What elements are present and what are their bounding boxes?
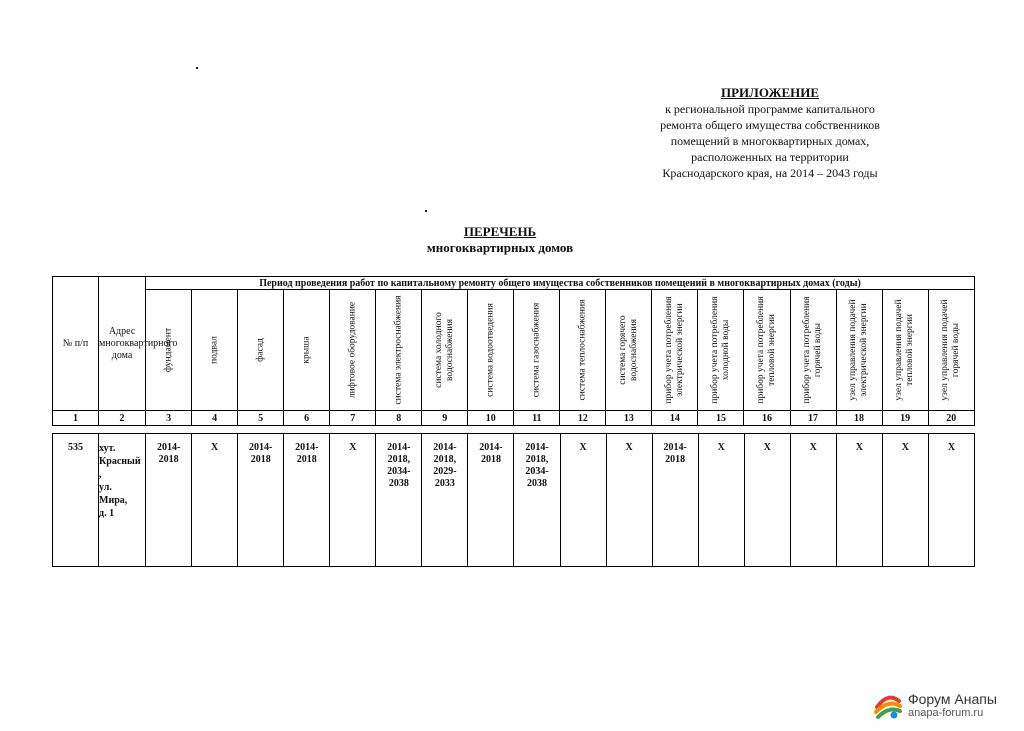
value-line: Х	[947, 442, 956, 453]
value-line: Х	[579, 442, 587, 453]
column-header-label: узел управления подачей электрической энергии	[848, 299, 870, 401]
address-line: Мира,	[99, 495, 128, 506]
column-number: 4	[192, 411, 238, 426]
value-line: 2018,	[433, 454, 457, 465]
value-line: 2018,	[387, 454, 411, 465]
column-header	[882, 290, 928, 411]
column-header	[422, 290, 468, 411]
column-header	[192, 290, 238, 411]
column-number: 19	[882, 411, 928, 426]
row-number: 535	[53, 434, 99, 567]
column-number: 20	[928, 411, 974, 426]
value-cell	[192, 434, 238, 567]
column-header-label: система теплоснабжения	[577, 299, 588, 401]
value-line: 2034-	[387, 466, 411, 477]
watermark-name: Форум Анапы	[908, 691, 997, 707]
appendix-line: Краснодарского края, на 2014 – 2043 годы	[662, 166, 878, 180]
appendix-title: ПРИЛОЖЕНИЕ	[720, 85, 820, 100]
column-header	[330, 290, 376, 411]
value-line: 2018	[665, 454, 686, 465]
column-number: 5	[238, 411, 284, 426]
value-cell	[376, 434, 422, 567]
value-cell	[238, 434, 284, 567]
value-cell	[606, 434, 652, 567]
column-header-label: система электроснабжения	[393, 295, 404, 405]
table-row	[53, 434, 975, 567]
value-line: 2014-	[249, 442, 273, 453]
document-title: ПЕРЕЧЕНЬ	[463, 224, 537, 239]
column-header-label: система газоснабжения	[531, 302, 542, 398]
appendix-line: ремонта общего имущества собственников	[660, 118, 880, 132]
column-number: 18	[836, 411, 882, 426]
value-cell	[330, 434, 376, 567]
period-header: Период проведения работ по капитальному ремонту общего имущества собственников помещений в многоквартирных домах (годы)	[146, 277, 975, 290]
column-header	[376, 290, 422, 411]
value-line: 2014-	[525, 442, 549, 453]
column-header	[560, 290, 606, 411]
row-address	[99, 434, 146, 567]
value-line: 2038	[526, 478, 547, 489]
value-cell	[560, 434, 606, 567]
address-line: д. 1	[99, 508, 115, 519]
column-header-label: подвал	[209, 336, 220, 364]
column-header	[698, 290, 744, 411]
column-header	[146, 290, 192, 411]
column-header-row	[53, 290, 975, 411]
watermark-url: anapa-forum.ru	[908, 707, 984, 719]
address-line: хут.	[99, 443, 116, 454]
value-line: Х	[809, 442, 817, 453]
column-header-label: крыша	[301, 336, 312, 364]
value-cell	[514, 434, 560, 567]
column-number: 13	[606, 411, 652, 426]
value-line: 2029-	[433, 466, 457, 477]
value-line: Х	[211, 442, 219, 453]
column-number: 9	[422, 411, 468, 426]
column-header-address: Адрес многокваpтирного дома	[99, 277, 146, 411]
value-line: Х	[763, 442, 771, 453]
column-number-row	[53, 411, 975, 426]
value-cell	[422, 434, 468, 567]
column-number: 16	[744, 411, 790, 426]
document-subtitle: многоквартирных домов	[426, 240, 574, 255]
value-line: Х	[855, 442, 863, 453]
value-line: Х	[625, 442, 633, 453]
column-header	[468, 290, 514, 411]
column-number: 17	[790, 411, 836, 426]
column-number: 10	[468, 411, 514, 426]
column-header-label: узел управления подачей горячей воды	[940, 299, 962, 401]
value-line: 2014-	[479, 442, 503, 453]
column-number: 2	[99, 411, 146, 426]
value-cell	[928, 434, 974, 567]
column-number: 3	[146, 411, 192, 426]
scan-speck	[425, 210, 427, 212]
value-cell	[882, 434, 928, 567]
document-heading	[380, 224, 620, 256]
value-line: 2014-	[433, 442, 457, 453]
appendix-line: расположенных на территории	[691, 150, 849, 164]
value-line: Х	[717, 442, 725, 453]
column-number: 6	[284, 411, 330, 426]
value-line: 2038	[388, 478, 409, 489]
address-line: Красный	[99, 456, 141, 467]
column-header	[514, 290, 560, 411]
column-number: 1	[53, 411, 99, 426]
scan-speck	[196, 67, 198, 69]
value-line: 2014-	[387, 442, 411, 453]
value-cell	[698, 434, 744, 567]
value-line: 2018	[480, 454, 501, 465]
value-line: Х	[901, 442, 909, 453]
value-cell	[790, 434, 836, 567]
column-header-label: система холодного водоснабжения	[433, 312, 455, 388]
value-cell	[652, 434, 698, 567]
value-cell	[146, 434, 192, 567]
header-table	[52, 276, 975, 426]
column-header-label: система горячего водоснабжения	[617, 315, 639, 385]
column-header-num: № п/п	[53, 277, 99, 411]
column-number: 12	[560, 411, 606, 426]
forum-logo-icon	[873, 690, 903, 725]
value-line: 2014-	[663, 442, 687, 453]
value-line: 2018	[250, 454, 271, 465]
watermark	[908, 692, 997, 720]
column-number: 14	[652, 411, 698, 426]
column-header-label: система водоотведения	[485, 303, 496, 397]
column-header	[928, 290, 974, 411]
column-number: 15	[698, 411, 744, 426]
value-line: Х	[349, 442, 357, 453]
appendix-block	[600, 85, 940, 181]
column-header	[284, 290, 330, 411]
column-header	[744, 290, 790, 411]
appendix-line: к региональной программе капитального	[665, 102, 875, 116]
column-header-label: прибор учета потребления электрической энергии	[663, 296, 685, 404]
column-header	[606, 290, 652, 411]
column-header	[652, 290, 698, 411]
value-line: 2014-	[156, 442, 181, 453]
column-header	[836, 290, 882, 411]
address-line: ул.	[99, 482, 112, 493]
value-cell	[836, 434, 882, 567]
column-header	[238, 290, 284, 411]
column-header-label: фасад	[255, 338, 266, 362]
column-header-label: прибор учета потребления тепловой энергии	[755, 296, 777, 404]
column-header-label: лифтовое оборудование	[347, 301, 358, 399]
column-number: 8	[376, 411, 422, 426]
value-line: 2018	[158, 454, 179, 465]
value-line: 2033	[434, 478, 455, 489]
value-cell	[284, 434, 330, 567]
column-number: 7	[330, 411, 376, 426]
column-header-label: узел управления подачей тепловой энергии	[894, 299, 916, 401]
column-header-label: фундамент	[163, 327, 174, 373]
column-header	[790, 290, 836, 411]
value-line: 2018,	[525, 454, 549, 465]
value-line: 2018	[296, 454, 317, 465]
data-table	[52, 433, 975, 567]
value-cell	[744, 434, 790, 567]
column-header-label: прибор учета потребления холодной воды	[709, 296, 731, 404]
column-header-label: прибор учета потребления горячей воды	[802, 296, 824, 404]
value-cell	[468, 434, 514, 567]
column-number: 11	[514, 411, 560, 426]
appendix-line: помещений в многоквартирных домах,	[670, 134, 870, 148]
value-line: 2014-	[295, 442, 319, 453]
address-line: ,	[99, 469, 102, 480]
value-line: 2034-	[525, 466, 549, 477]
